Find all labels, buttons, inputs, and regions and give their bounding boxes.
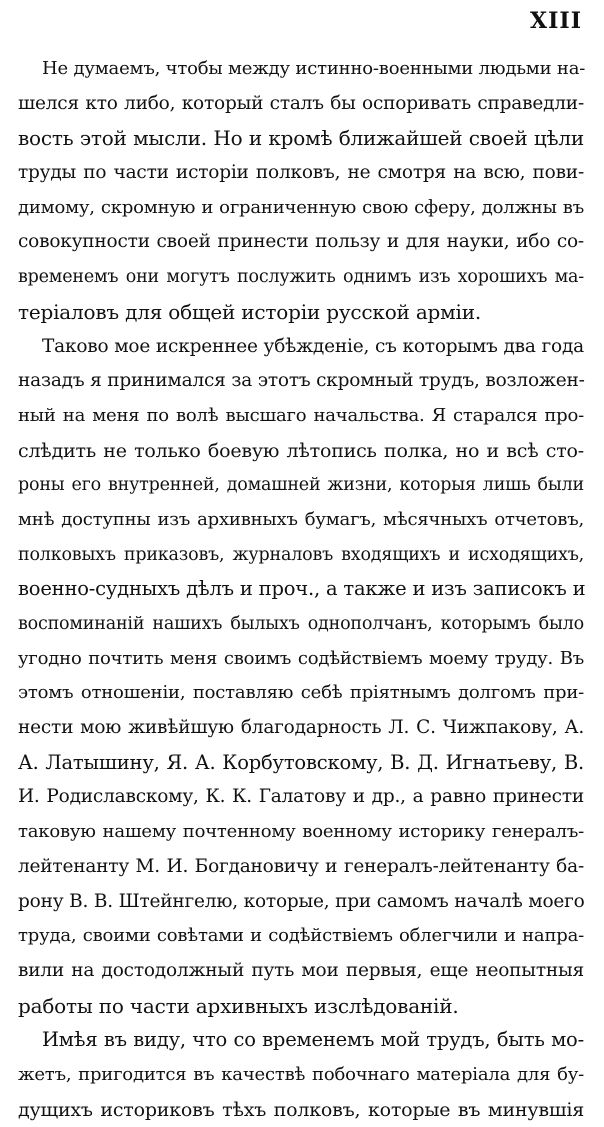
text-line: назадъ я принимался за этотъ скромный трудъ, возложен- xyxy=(18,370,585,392)
text-line: жетъ, пригодится въ качествѣ побочнаго матеріала для бу- xyxy=(18,1063,584,1085)
paragraph-1 xyxy=(18,52,584,330)
text-line: лейтенанту М. И. Богдановичу и генералъ-лейтенанту ба- xyxy=(18,855,584,877)
text-line: вили на достодолжный путь мои первыя, еще неопытныя xyxy=(18,959,584,981)
text-line: И. Родиславскому, К. К. Галатову и др., а равно принести xyxy=(18,786,584,808)
text-line: полковыхъ приказовъ, журналовъ входящихъ и исходящихъ, xyxy=(18,544,584,565)
text-line: А. Латышину, Я. А. Корбутовскому, В. Д. Игнатьеву, В. xyxy=(18,750,584,774)
text-line: работы по части архивныхъ изслѣдованій. xyxy=(18,993,459,1018)
body-text xyxy=(18,52,584,1127)
text-line: совокупности своей принести пользу и для науки, ибо со- xyxy=(18,231,584,253)
text-line: угодно почтить меня своимъ содѣйствіемъ моему труду. Въ xyxy=(18,647,584,669)
text-line: Не думаемъ, чтобы между истинно-военными людьми на- xyxy=(42,58,586,79)
text-line: Таково мое искреннее убѣжденіе, съ которымъ два года xyxy=(42,335,584,357)
text-line: Имѣя въ виду, что со временемъ мой трудъ, быть мо- xyxy=(42,1028,584,1052)
text-line: этомъ отношеніи, поставляю себѣ пріятнымъ долгомъ при- xyxy=(18,682,584,704)
text-line: таковую нашему почтенному военному историку генералъ- xyxy=(18,821,584,843)
text-line: труда, своими совѣтами и содѣйствіемъ облегчили и напра- xyxy=(18,925,584,947)
text-line: труды по части исторіи полковъ, не смотря на всю, пови- xyxy=(18,162,584,184)
text-line: воспоминаній нашихъ былыхъ однополчанъ, которымъ было xyxy=(18,614,584,634)
paragraph-2 xyxy=(18,330,584,1024)
text-line: рону В. В. Штейнгелю, которые, при самомъ началѣ моего xyxy=(18,890,585,912)
page-number: XIII xyxy=(530,8,582,34)
text-line: роны его внутренней, домашней жизни, которыя лишь были xyxy=(18,475,584,496)
text-line: нести мою живѣйшую благодарность Л. С. Чижпакову, А. xyxy=(18,717,584,739)
text-line: теріаловъ для общей исторіи русской арміи. xyxy=(18,299,481,324)
text-line: димому, скромную и ограниченную свою сферу, должны въ xyxy=(18,196,584,218)
text-line: временемъ они могутъ послужить однимъ изъ хорошихъ ма- xyxy=(18,267,584,288)
text-line: военно-судныхъ дѣлъ и проч., а также и изъ записокъ и xyxy=(18,577,586,601)
text-line: ный на меня по волѣ высшаго начальства. Я старался про- xyxy=(18,404,584,426)
text-line: вость этой мысли. Но и кромѣ ближайшей своей цѣли xyxy=(18,126,584,151)
paragraph-3 xyxy=(18,1023,584,1127)
text-line: слѣдить не только боевую лѣтопись полка, но и всѣ сто- xyxy=(18,439,584,462)
text-line: дущихъ историковъ тѣхъ полковъ, которые въ минувшія xyxy=(18,1098,584,1121)
text-line: мнѣ доступны изъ архивныхъ бумагъ, мѣсячныхъ отчетовъ, xyxy=(18,508,584,530)
text-line: шелся кто либо, который сталъ бы оспоривать справедли- xyxy=(18,92,584,114)
